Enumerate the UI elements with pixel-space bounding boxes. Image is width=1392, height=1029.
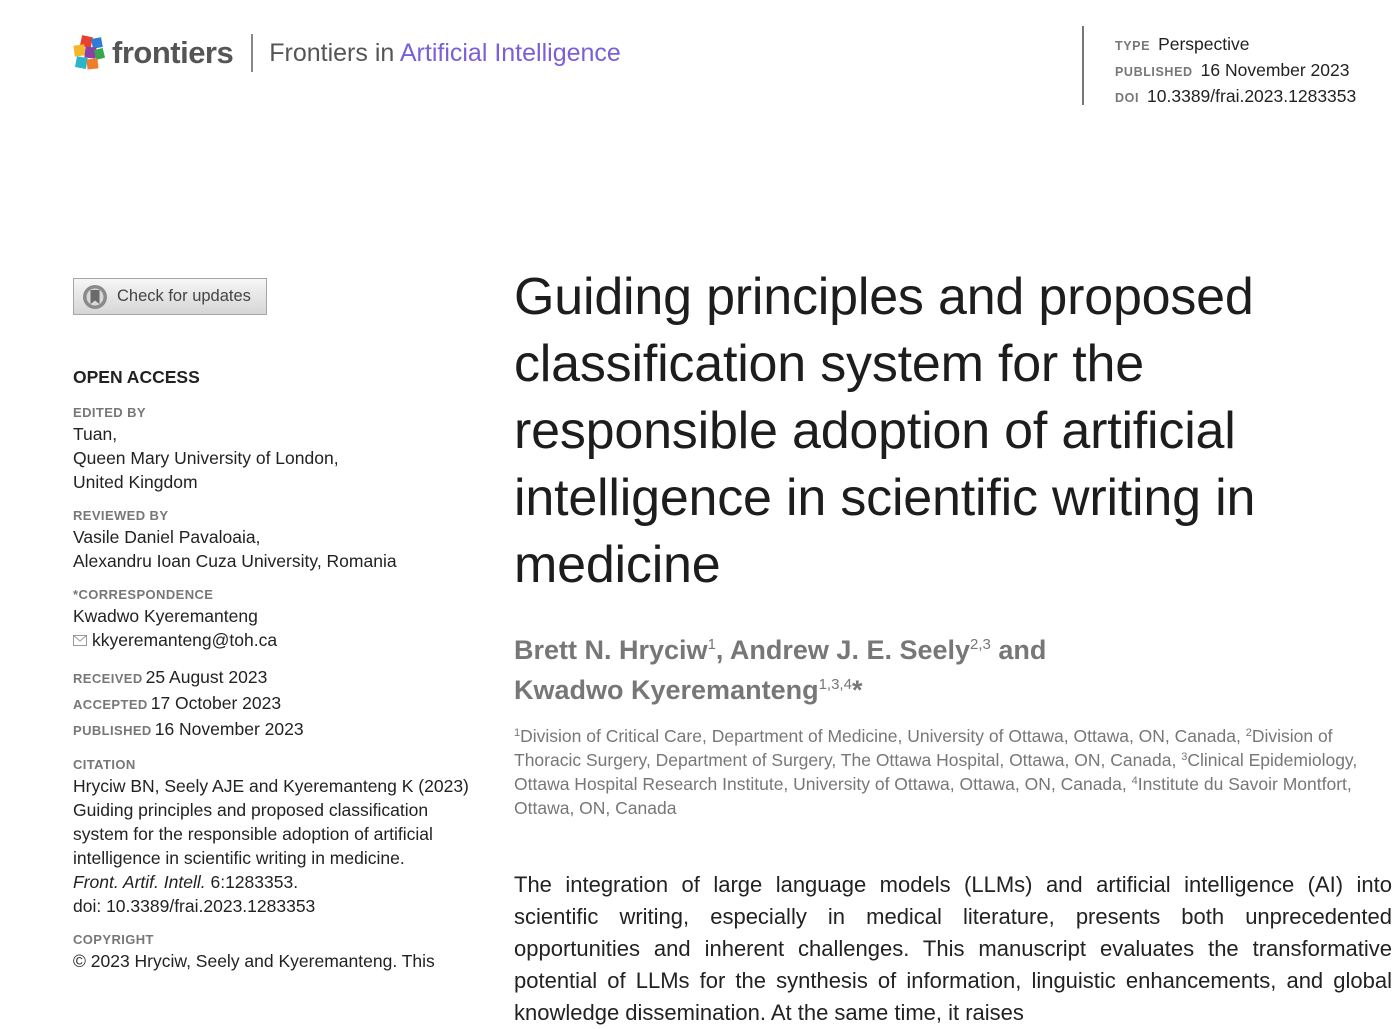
copyright-text: © 2023 Hryciw, Seely and Kyeremanteng. This bbox=[73, 951, 435, 971]
envelope-icon bbox=[73, 635, 87, 646]
affiliation-text: Institute du Savoir Montfort, Ottawa, ON, Canada bbox=[514, 774, 1352, 818]
citation-doi[interactable]: doi: 10.3389/frai.2023.1283353 bbox=[73, 896, 316, 916]
citation-section bbox=[73, 756, 473, 918]
correspondent-name: Kwadwo Kyeremanteng bbox=[73, 606, 258, 626]
frontiers-logo-icon bbox=[72, 34, 106, 72]
meta-key: DOI bbox=[1115, 91, 1140, 105]
journal-accent: Artificial Intelligence bbox=[399, 38, 621, 67]
citation-journal: Front. Artif. Intell. bbox=[73, 872, 206, 892]
reviewer-line: Alexandru Ioan Cuza University, Romania bbox=[73, 551, 397, 571]
copyright-section bbox=[73, 931, 473, 973]
affiliation-text: Division of Critical Care, Department of Medicine, University of Ottawa, Ottawa, ON, Canada, bbox=[520, 726, 1246, 746]
section-heading: EDITED BY bbox=[73, 405, 146, 420]
author-list bbox=[514, 630, 1384, 710]
check-for-updates-label: Check for updates bbox=[117, 287, 251, 305]
logo-divider bbox=[251, 34, 253, 72]
citation-text: Hryciw BN, Seely AJE and Kyeremanteng K (2023) Guiding principles and proposed classification system for the responsible adoption of artificial intelligence in scientific writing in medicine. bbox=[73, 776, 469, 868]
affiliation-sup: 1 bbox=[514, 727, 521, 739]
author-separator: and bbox=[990, 635, 1047, 665]
brand-wordmark: frontiers bbox=[112, 35, 234, 70]
meta-doi bbox=[1115, 84, 1356, 110]
section-heading: *CORRESPONDENCE bbox=[73, 587, 214, 602]
affiliation-sup: 3 bbox=[1181, 751, 1188, 763]
reviewer-line: Vasile Daniel Pavaloaia, bbox=[73, 527, 261, 547]
editor-line: Queen Mary University of London, bbox=[73, 448, 339, 468]
citation-journal-row bbox=[73, 870, 473, 894]
author-separator: , bbox=[715, 635, 730, 665]
date-key: ACCEPTED bbox=[73, 697, 148, 712]
date-received bbox=[73, 665, 473, 691]
abstract-text: The integration of large language models (LLMs) and artificial intelligence (AI) into scientific writing, especially in medical literature, presents both unprecedented opportunities and inherent challenges. This manuscript evaluates the transformative potential of LLMs for the synthesis of information, linguistic enhancements, and global knowledge dissemination. At the same time, it raises bbox=[514, 872, 1392, 1025]
crossmark-icon bbox=[82, 284, 108, 310]
date-accepted bbox=[73, 691, 473, 717]
affiliations bbox=[514, 724, 1390, 820]
correspondence-section bbox=[73, 586, 473, 652]
correspondent-email-row bbox=[73, 628, 473, 652]
meta-key: PUBLISHED bbox=[1115, 65, 1193, 79]
date-value: 17 October 2023 bbox=[150, 693, 282, 713]
doi-link[interactable]: 10.3389/frai.2023.1283353 bbox=[1147, 86, 1357, 106]
date-value: 16 November 2023 bbox=[154, 719, 304, 739]
affiliation-text: Division of Thoracic Surgery, Department of Surgery, The Ottawa Hospital, Ottawa, ON, Canada, bbox=[514, 726, 1333, 770]
author-name[interactable]: Kwadwo Kyeremanteng bbox=[514, 675, 819, 705]
email-link[interactable]: kkyeremanteng@toh.ca bbox=[92, 630, 278, 650]
affiliation-sup: 4 bbox=[1131, 775, 1138, 787]
frontiers-logo[interactable] bbox=[72, 34, 621, 72]
author-name[interactable]: Brett N. Hryciw bbox=[514, 635, 708, 665]
affiliation-sup: 2 bbox=[1245, 727, 1252, 739]
editor-line: Tuan, bbox=[73, 424, 118, 444]
article-meta bbox=[1115, 32, 1356, 110]
dates-section bbox=[73, 665, 473, 743]
section-heading: CITATION bbox=[73, 757, 136, 772]
corresponding-author-mark: * bbox=[851, 675, 863, 705]
affiliation-text: Clinical Epidemiology, Ottawa Hospital Research Institute, University of Ottawa, Ottawa, ON, Canada, bbox=[514, 750, 1358, 794]
journal-name bbox=[269, 39, 621, 68]
meta-key: TYPE bbox=[1115, 39, 1151, 53]
meta-value: Perspective bbox=[1158, 34, 1250, 54]
editor-line: United Kingdom bbox=[73, 472, 198, 492]
author-affiliation-sup: 1 bbox=[707, 636, 716, 653]
section-heading: COPYRIGHT bbox=[73, 932, 154, 947]
article-info-sidebar bbox=[73, 364, 473, 986]
article-title: Guiding principles and proposed classification system for the responsible adoption of artificial intelligence in scientific writing in medicine bbox=[514, 268, 1256, 594]
meta-type bbox=[1115, 32, 1356, 58]
edited-by-section bbox=[73, 404, 473, 494]
citation-volume: 6:1283353. bbox=[210, 872, 299, 892]
check-for-updates-button[interactable] bbox=[73, 278, 267, 315]
author-name[interactable]: Andrew J. E. Seely bbox=[729, 635, 971, 665]
date-published bbox=[73, 717, 473, 743]
date-value: 25 August 2023 bbox=[145, 667, 268, 687]
meta-divider bbox=[1082, 26, 1084, 105]
author-affiliation-sup: 1,3,4 bbox=[818, 676, 852, 693]
journal-prefix: Frontiers in bbox=[269, 38, 395, 67]
date-key: PUBLISHED bbox=[73, 723, 152, 738]
section-heading: REVIEWED BY bbox=[73, 508, 169, 523]
date-key: RECEIVED bbox=[73, 671, 143, 686]
reviewed-by-section bbox=[73, 507, 473, 573]
open-access-label: OPEN ACCESS bbox=[73, 367, 200, 387]
meta-published bbox=[1115, 58, 1356, 84]
author-affiliation-sup: 2,3 bbox=[970, 636, 991, 653]
meta-value: 16 November 2023 bbox=[1200, 60, 1350, 80]
